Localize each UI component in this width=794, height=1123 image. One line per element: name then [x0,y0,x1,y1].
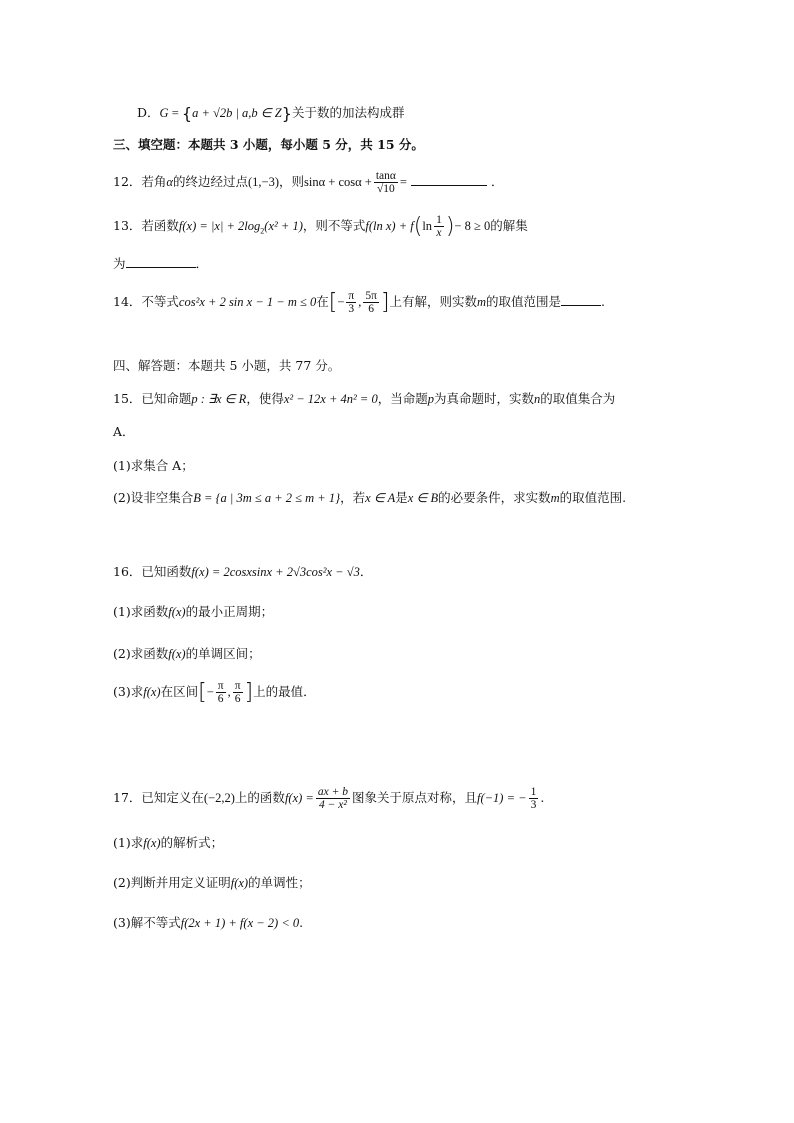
q13-line2-pre: 为 [113,256,126,271]
q14-text-3: 上有解，则实数 [389,294,477,310]
q12-end: ． [490,174,504,190]
q17-inequality: f(2x + 1) + f(x − 2) < 0 [180,916,300,930]
question-16-part-3: (3)求f(x)在区间[− $\frac{\pi}{6}$ , $\frac{\pi}{6}$ ]上的最值． [113,680,316,706]
section-4-title: 四、解答题：本题共 5 小题，共 77 分。 [113,358,341,373]
q13-log-base: 2 [260,226,265,236]
q13-text-2: ，则不等式 [302,218,366,234]
q15-part2-post: 的必要条件，求实数 [438,490,551,505]
q17-part1-pre: (1)求 [113,835,144,850]
q16-text-1: 已知函数 [141,564,192,579]
question-15-line-2: A． [113,424,135,439]
q13-fraction [434,214,444,239]
q16-lo-num: π [217,680,224,692]
q12-frac-den: √10 [376,183,395,196]
q14-end: . [601,294,606,310]
q13-answer-blank[interactable] [126,267,196,268]
q17-part2-pre: (2)判断并用定义证明 [113,875,231,890]
q15-part2-end: 的取值范围. [559,490,627,505]
q13-func: f(x) = |x| + 2log [178,219,261,234]
question-12 [113,170,503,195]
q17-f: f(x) = [284,791,314,806]
q13-ineq-2: − 8 ≥ 0 [454,219,491,234]
q17-interval: (−2,2) [203,791,235,806]
question-15 [113,389,615,407]
q16-number: 16． [113,564,142,579]
q17-text-1: 已知定义在 [141,790,204,806]
q14-lo-fraction [346,290,356,315]
q14-text-4: 的取值范围是 [486,294,562,310]
q17-end: . [540,790,545,806]
q15-n: n [534,392,541,406]
q14-number: 14． [113,294,142,310]
q15-m: m [550,491,560,505]
q16-lo-fraction [216,680,226,705]
q15-text-5: 的取值集合为 [540,391,616,406]
q14-hi-num: 5π [365,290,377,302]
q15-text-4: 为真命题时，实数 [434,391,535,406]
q17-text-3: 图象关于原点对称，且 [351,790,477,806]
q14-hi-fraction [363,290,379,315]
q15-p: p [427,392,434,406]
option-d-label: D． [137,105,160,120]
q12-alpha: α [166,175,173,190]
q13-end: ． [195,256,209,271]
q13-ln: ln [422,219,433,234]
q13-text-3: 的解集 [490,218,528,234]
q17-fraction [316,786,350,811]
q16-fx-3: f(x) [143,685,161,700]
question-14: 14．不等式cos²x + 2 sin x − 1 − m ≤ 0在[− $\frac{\pi}{3}$ , $\frac{5\pi}{6}$ ]上有解，则实数m的取值范围是 . [113,290,606,316]
q16-part1-end: 的最小正周期； [185,604,274,619]
q14-lo-num: π [348,290,355,302]
q16-part3-pre: (3)求 [113,684,144,700]
q16-fx-1: f(x) [168,605,186,619]
q16-part3-mid: 在区间 [160,684,199,700]
q17-cond-num: 1 [530,786,537,798]
q16-end: ． [359,564,373,579]
q16-hi-num: π [234,680,241,692]
q17-frac-num: ax + b [317,786,348,798]
q13-number: 13． [113,218,142,234]
option-d: D．G = {a + √2b | a,b ∈ Z}关于数的加法构成群 [137,104,405,123]
option-d-g: G [159,106,169,120]
q17-frac-den: 4 − x² [319,799,347,812]
q13-frac-num: 1 [436,214,442,226]
q15-proposition: p : ∃x ∈ R [191,392,247,406]
question-16-part-2 [113,644,261,662]
q14-hi-den: 6 [368,303,374,316]
q17-condition: f(−1) = − [476,791,527,806]
q16-comma: , [227,685,231,700]
question-17-part-1 [113,833,223,851]
q15-is: 是 [395,490,408,505]
q12-point: (1,−3) [248,175,279,190]
q12-frac-num: tanα [375,170,396,182]
section-3-title: 三、填空题：本题共 3 小题，每小题 5 分，共 15 分。 [113,137,424,152]
option-d-set: a + √2b | a,b ∈ Z [192,106,282,120]
q16-part2-pre: (2)求函数 [113,646,169,661]
question-17-part-2 [113,873,311,891]
q14-expr: cos²x + 2 sin x − 1 − m ≤ 0 [178,295,317,310]
q14-m: m [477,295,487,310]
option-d-text: 关于数的加法构成群 [291,105,405,120]
q15-cond-1: x ∈ A [365,491,396,505]
q16-lo-den: 6 [217,693,224,706]
q15-text-3: ，当命题 [377,391,428,406]
q17-number: 17． [113,790,142,806]
q15-text-2: ，使得 [246,391,284,406]
q15-text-1: 已知命题 [141,391,192,406]
q12-number: 12． [113,174,142,190]
q15-part2-mid: ，若 [340,490,366,505]
q13-ineq-1: f(ln x) + f [365,219,414,234]
q16-hi-den: 6 [234,693,241,706]
q14-text-1: 不等式 [141,294,179,310]
q17-part2-end: 的单调性； [248,875,311,890]
q12-fraction [374,170,398,195]
q17-cond-fraction [529,786,539,811]
q12-answer-blank[interactable] [411,185,487,186]
q13-arg: (x² + 1) [264,219,303,234]
q14-answer-blank[interactable] [561,305,601,306]
q14-text-2: 在 [316,294,329,310]
question-15-part-1: (1)求集合 A； [113,458,194,473]
q16-minus: − [206,685,214,700]
q17-cond-den: 3 [530,799,537,812]
q17-part1-end: 的解析式； [160,835,224,850]
q15-cond-2: x ∈ B [407,491,439,505]
question-13: 13．若函数$f(x) = |x| + 2\log_2(x^2 + 1)$，则不等式f(ln x) + f(ln $\frac{1}{x}$ )− 8 ≥ 0的解集 [113,214,528,240]
question-16-part-1 [113,602,273,620]
q16-hi-fraction [233,680,243,705]
q12-equals: = [399,175,407,190]
q16-expr: f(x) = 2cosxsinx + 2√3cos²x − √3 [191,565,360,579]
q16-part1-pre: (1)求函数 [113,604,169,619]
question-15-part-2 [113,488,626,506]
q14-comma: , [358,295,362,310]
q17-fx-2: f(x) [230,876,249,890]
q14-minus: − [337,295,345,310]
q17-text-2: 上的函数 [234,790,285,806]
q15-set-b: B = {a | 3m ≤ a + 2 ≤ m + 1} [193,491,341,505]
q14-lo-den: 3 [348,303,355,316]
q16-part2-end: 的单调区间； [185,646,261,661]
question-16 [113,562,372,580]
question-13-line-2 [113,254,208,272]
q13-text-1: 若函数 [141,218,179,234]
q17-part3-pre: (3)解不等式 [113,915,181,930]
q12-expr: sinα + cosα + [304,175,372,190]
q15-equation: x² − 12x + 4n² = 0 [283,392,378,406]
q15-part2-pre: (2)设非空集合 [113,490,194,505]
q17-fx-1: f(x) [143,836,161,850]
q15-number: 15． [113,391,142,406]
q12-text-1: 若角 [141,174,167,190]
q13-frac-den: x [436,227,442,240]
q12-text-3: ，则 [279,174,305,190]
question-17 [113,786,544,811]
q17-part3-end: . [299,915,304,930]
q12-text-2: 的终边经过点 [172,174,248,190]
q16-fx-2: f(x) [168,647,186,661]
question-17-part-3 [113,913,303,931]
q16-part3-end: 上的最值． [253,684,316,700]
